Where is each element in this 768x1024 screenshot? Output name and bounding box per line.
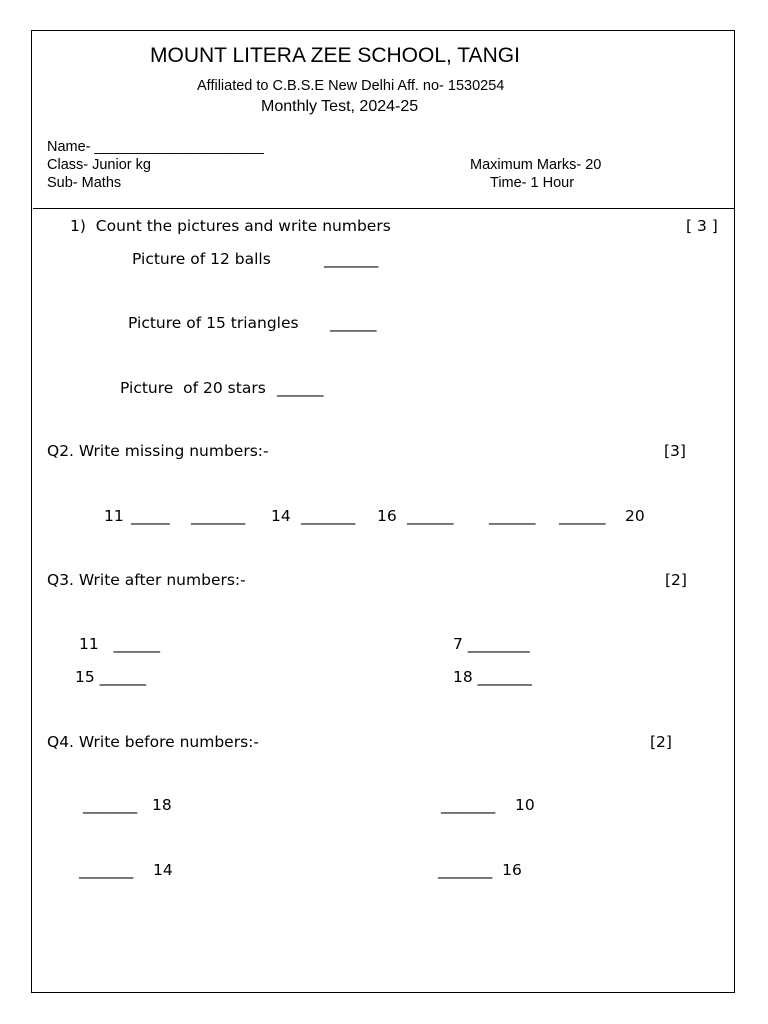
affiliation-text: Affiliated to C.B.S.E New Delhi Aff. no- 1530254: [197, 78, 505, 94]
q3-title: Q3. Write after numbers:-: [47, 571, 246, 589]
q1-answer-blank: ______: [330, 314, 377, 332]
sequence-number: 16: [377, 507, 397, 525]
q1-title: 1) Count the pictures and write numbers: [70, 217, 391, 235]
q4-item: _______ 10: [441, 796, 535, 814]
header-divider: [33, 208, 734, 209]
q4-marks: [2]: [650, 733, 672, 751]
subject-label: Sub- Maths: [47, 175, 122, 191]
q1-item-label: Picture of 15 triangles: [128, 314, 299, 332]
q3-marks: [2]: [665, 571, 687, 589]
q4-item: _______ 14: [79, 861, 173, 879]
student-name-field: Name- _____________________: [47, 139, 264, 155]
q1-answer-blank: _______: [324, 250, 379, 268]
test-name: Monthly Test, 2024-25: [261, 98, 419, 115]
q3-item: 7 ________: [453, 635, 530, 653]
q4-item: _______ 16: [438, 861, 522, 879]
q4-title: Q4. Write before numbers:-: [47, 733, 259, 751]
q1-marks: [ 3 ]: [686, 217, 718, 235]
sequence-number: 14: [271, 507, 291, 525]
q4-item: _______ 18: [83, 796, 172, 814]
class-label: Class- Junior kg: [47, 157, 151, 173]
sequence-blank: ______: [559, 507, 606, 525]
sequence-blank: _______: [191, 507, 246, 525]
q3-item: 18 _______: [453, 668, 532, 686]
sequence-blank: ______: [407, 507, 454, 525]
sequence-number: 20: [625, 507, 645, 525]
q3-item: 11 ______: [79, 635, 161, 653]
sequence-blank: _______: [301, 507, 356, 525]
sequence-blank: _____: [131, 507, 170, 525]
q1-answer-blank: ______: [277, 379, 324, 397]
q2-marks: [3]: [664, 442, 686, 460]
sequence-number: 11: [104, 507, 124, 525]
q1-item-label: Picture of 12 balls: [132, 250, 271, 268]
q3-item: 15 ______: [75, 668, 147, 686]
time-label: Time- 1 Hour: [490, 175, 575, 191]
q1-item-label: Picture of 20 stars: [120, 379, 266, 397]
sequence-blank: ______: [489, 507, 536, 525]
q2-title: Q2. Write missing numbers:-: [47, 442, 269, 460]
max-marks-label: Maximum Marks- 20: [470, 157, 602, 173]
school-name: MOUNT LITERA ZEE SCHOOL, TANGI: [150, 44, 520, 67]
